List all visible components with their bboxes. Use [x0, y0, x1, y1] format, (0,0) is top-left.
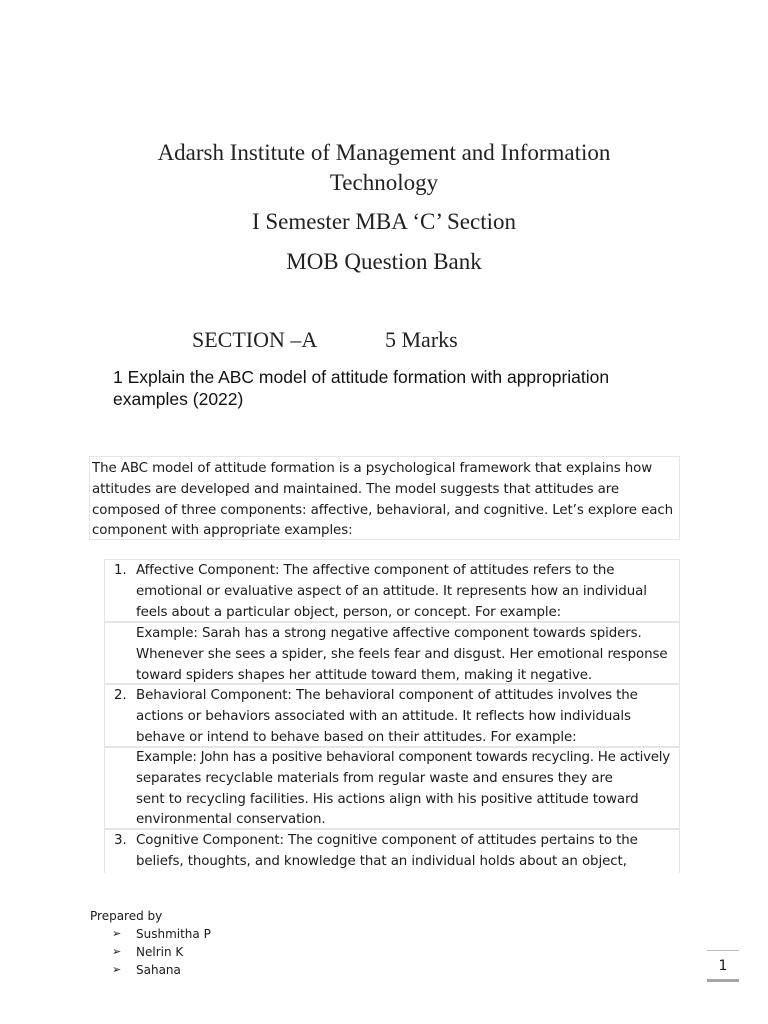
section-name: SECTION –A	[192, 327, 318, 352]
question-text	[113, 366, 673, 410]
example-line: sent to recycling facilities. His actions align with his positive attitude toward	[136, 791, 639, 807]
intro-line: The ABC model of attitude formation is a psychological framework that explains how	[92, 461, 653, 476]
page-number: 1	[707, 950, 739, 982]
arrow-bullet-icon: ➢	[112, 945, 122, 958]
list-item-affective	[104, 559, 680, 622]
prepared-by-label: Prepared by	[90, 909, 163, 923]
list-number: 1.	[114, 563, 127, 578]
list-line: Behavioral Component: The behavioral component of attitudes involves the	[136, 688, 638, 703]
preparer-name: Sahana	[136, 963, 181, 977]
intro-line: component with appropriate examples:	[92, 523, 353, 539]
institute-name-line-1: Adarsh Institute of Management and Information	[157, 140, 611, 165]
question-bank-title: MOB Question Bank	[286, 249, 482, 274]
section-marks: 5 Marks	[385, 327, 458, 352]
page-footer	[90, 907, 211, 979]
list-line: actions or behaviors associated with an attitude. It reflects how individuals	[136, 708, 631, 724]
list-line: behave or intend to behave based on their attitudes. For example:	[136, 729, 577, 745]
intro-paragraph	[89, 456, 680, 540]
semester-title: I Semester MBA ‘C’ Section	[251, 209, 517, 234]
list-line: Affective Component: The affective component of attitudes refers to the	[136, 563, 615, 578]
list-line: Cognitive Component: The cognitive component of attitudes pertains to the	[136, 833, 638, 848]
example-affective	[104, 622, 680, 684]
list-line: emotional or evaluative aspect of an attitude. It represents how an individual	[136, 583, 647, 599]
example-line: toward spiders shapes her attitude toward them, making it negative.	[136, 667, 593, 683]
list-number: 3.	[114, 833, 127, 848]
arrow-bullet-icon: ➢	[112, 927, 122, 940]
example-line: Example: Sarah has a strong negative affective component towards spiders.	[136, 626, 642, 641]
preparer-name: Nelrin K	[136, 945, 184, 959]
list-line: beliefs, thoughts, and knowledge that an individual holds about an object,	[136, 853, 627, 869]
intro-line: composed of three components: affective, behavioral, and cognitive. Let’s explore each	[92, 502, 673, 518]
preparer-item	[112, 943, 211, 961]
question-line: examples (2022)	[113, 389, 244, 409]
institute-name	[0, 138, 768, 198]
list-number: 2.	[114, 688, 127, 703]
list-line: feels about a particular object, person, or concept. For example:	[136, 604, 562, 620]
example-line: separates recyclable materials from regular waste and ensures they are	[136, 770, 613, 786]
institute-name-line-2: Technology	[329, 170, 439, 195]
example-line: Whenever she sees a spider, she feels fear and disgust. Her emotional response	[136, 646, 668, 662]
preparer-list	[90, 925, 211, 979]
intro-line: attitudes are developed and maintained. The model suggests that attitudes are	[92, 481, 619, 497]
example-line: environmental conservation.	[136, 812, 326, 828]
list-item-cognitive	[104, 829, 680, 873]
question-line: 1 Explain the ABC model of attitude formation with appropriation	[113, 367, 610, 387]
example-line: Example: John has a positive behavioral component towards recycling. He actively	[136, 750, 670, 765]
example-behavioral	[104, 747, 680, 829]
preparer-name: Sushmitha P	[136, 927, 211, 941]
preparer-item	[112, 961, 211, 979]
list-item-behavioral	[104, 684, 680, 747]
arrow-bullet-icon: ➢	[112, 963, 122, 976]
preparer-item	[112, 925, 211, 943]
